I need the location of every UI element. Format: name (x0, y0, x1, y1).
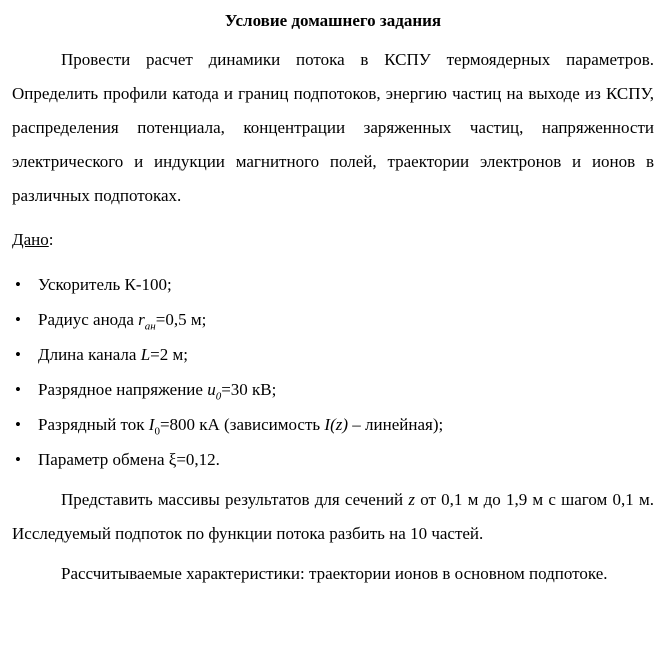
bullet-icon: • (15, 345, 21, 364)
param-discharge-current (12, 407, 654, 442)
param-discharge-voltage-value: =30 кВ; (221, 380, 277, 399)
param-discharge-current-symbol: I (148, 415, 155, 434)
results-symbol: z (408, 490, 415, 509)
param-accelerator (12, 267, 654, 302)
param-channel-length-symbol: L (140, 345, 151, 364)
param-anode-radius-subscript: ан (144, 320, 156, 333)
bullet-icon: • (15, 310, 21, 329)
param-accelerator-text: Ускоритель К-100; (38, 275, 172, 294)
param-discharge-current-subscript: 0 (154, 425, 160, 438)
param-discharge-voltage-subscript: 0 (215, 390, 222, 403)
given-heading (12, 223, 654, 257)
param-channel-length-value: =2 м; (150, 345, 188, 364)
param-discharge-current-dependency: I(z) (324, 415, 349, 434)
param-anode-radius-value: =0,5 м; (155, 310, 207, 329)
document-title: Условие домашнего задания (224, 11, 442, 30)
param-exchange (12, 442, 654, 477)
results-before: Представить массивы результатов для сечений (61, 490, 409, 509)
param-discharge-voltage (12, 372, 654, 407)
given-label: Дано (12, 230, 49, 249)
given-colon: : (48, 230, 54, 249)
param-discharge-current-value: =800 кА (зависимость (159, 415, 325, 434)
param-anode-radius-symbol: r (138, 310, 145, 329)
param-channel-length (12, 337, 654, 372)
param-exchange-text: Параметр обмена ξ=0,12. (38, 450, 220, 469)
param-discharge-voltage-symbol: u (207, 380, 216, 399)
task-intro-paragraph: Провести расчет динамики потока в КСПУ термоядерных параметров. Определить профили катода и границ подпотоков, энергию частиц на выходе из КСПУ, распределения потенциала, концентрации заряженных частиц, напряженности электрического и индукции магнитного полей, траектории электронов и ионов в различных подпотоках. (12, 50, 654, 205)
param-discharge-current-after: – линейная); (348, 415, 444, 434)
param-anode-radius (12, 302, 654, 337)
param-channel-length-label: Длина канала (38, 345, 141, 364)
parameters-list (12, 267, 654, 477)
param-discharge-voltage-label: Разрядное напряжение (38, 380, 208, 399)
bullet-icon: • (15, 275, 21, 294)
bullet-icon: • (15, 380, 21, 399)
bullet-icon: • (15, 450, 21, 469)
results-after: от 0,1 м до 1,9 м с шагом 0,1 м. Исследуемый подпоток по функции потока разбить на 10 частей. (12, 490, 654, 543)
results-paragraph (12, 483, 654, 551)
calc-paragraph: Рассчитываемые характеристики: траектории ионов в основном подпотоке. (61, 564, 608, 583)
bullet-icon: • (15, 415, 21, 434)
param-discharge-current-label: Разрядный ток (38, 415, 149, 434)
param-anode-radius-label: Радиус анода (38, 310, 139, 329)
